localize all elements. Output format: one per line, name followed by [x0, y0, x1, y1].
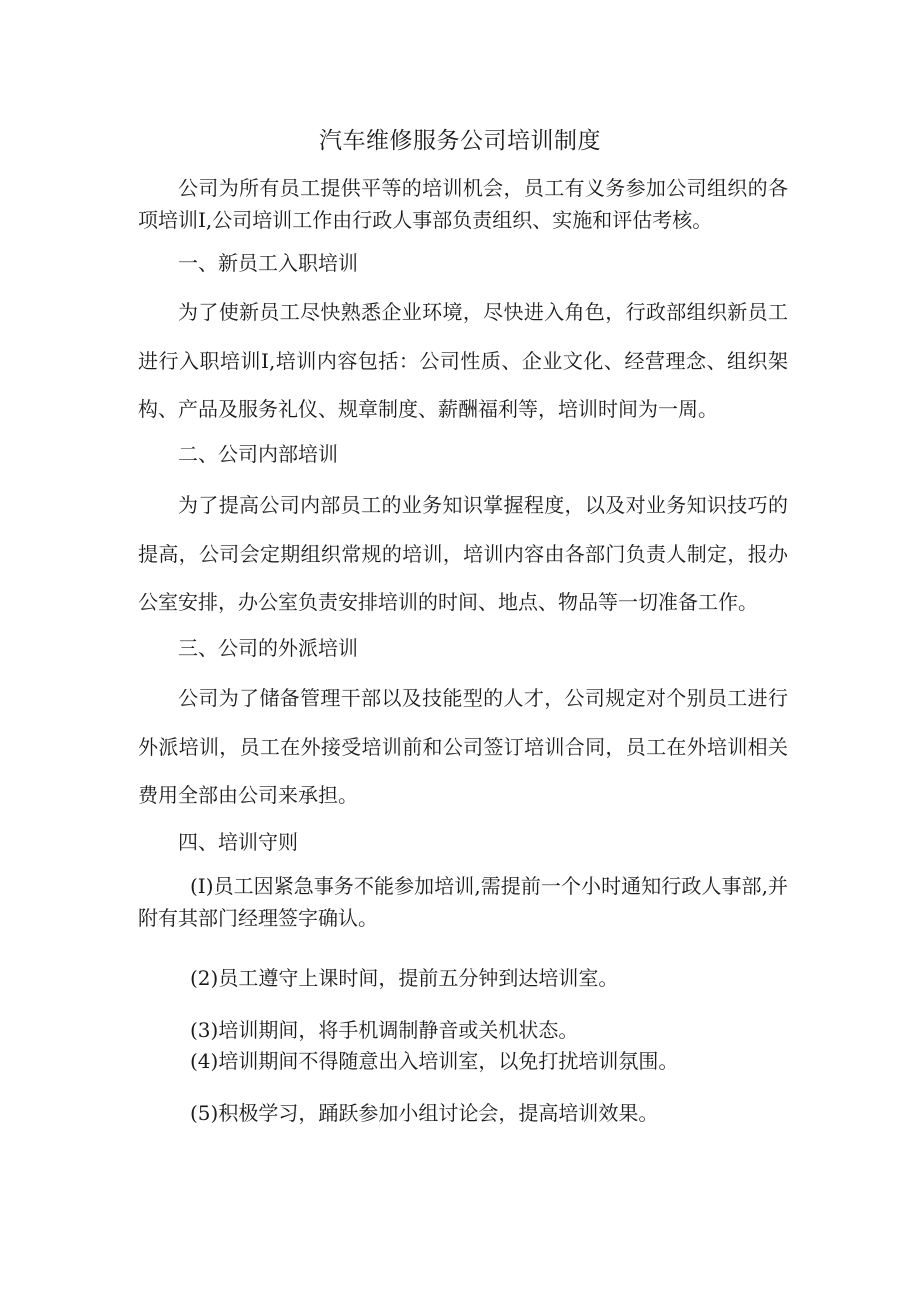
rule-item-4: (4)培训期间不得随意出入培训室，以免打扰培训氛围。: [190, 1049, 679, 1073]
document-title: 汽车维修服务公司培训制度: [319, 128, 601, 154]
rule-item-2: (2)员工遵守上课时间，提前五分钟到达培训室。: [190, 966, 619, 990]
section-heading-external: 三、公司的外派培训: [178, 636, 358, 660]
section-heading-new-employee: 一、新员工入职培训: [178, 251, 358, 275]
rule-item-3: (3)培训期间，将手机调制静音或关机状态。: [190, 1018, 579, 1042]
section-body-new-employee: 为了使新员工尽快熟悉企业环境，尽快进入角色，行政部组织新员工进行入职培训I,培训内容包括：公司性质、企业文化、经营理念、组织架构、产品及服务礼仪、规章制度、薪酬福利等，培训时间为一周。: [138, 300, 788, 421]
rule-item-1: (I)员工因紧急事务不能参加培训,需提前一个小时通知行政人事部,并附有其部门经理签字确认。: [138, 874, 788, 930]
section-body-internal: 为了提高公司内部员工的业务知识掌握程度，以及对业务知识技巧的提高，公司会定期组织常规的培训，培训内容由各部门负责人制定，报办公室安排，办公室负责安排培训的时间、地点、物品等一切准备工作。: [138, 493, 788, 614]
section-heading-internal: 二、公司内部培训: [178, 442, 338, 466]
intro-paragraph: 公司为所有员工提供平等的培训机会，员工有义务参加公司组织的各项培训I,公司培训工作由行政人事部负责组织、实施和评估考核。: [138, 176, 788, 232]
section-heading-rules: 四、培训守则: [178, 830, 298, 854]
rule-item-5: (5)积极学习，踊跃参加小组讨论会，提高培训效果。: [190, 1101, 659, 1125]
section-body-external: 公司为了储备管理干部以及技能型的人才，公司规定对个别员工进行外派培训，员工在外接受培训前和公司签订培训合同，员工在外培训相关费用全部由公司来承担。: [138, 686, 788, 807]
